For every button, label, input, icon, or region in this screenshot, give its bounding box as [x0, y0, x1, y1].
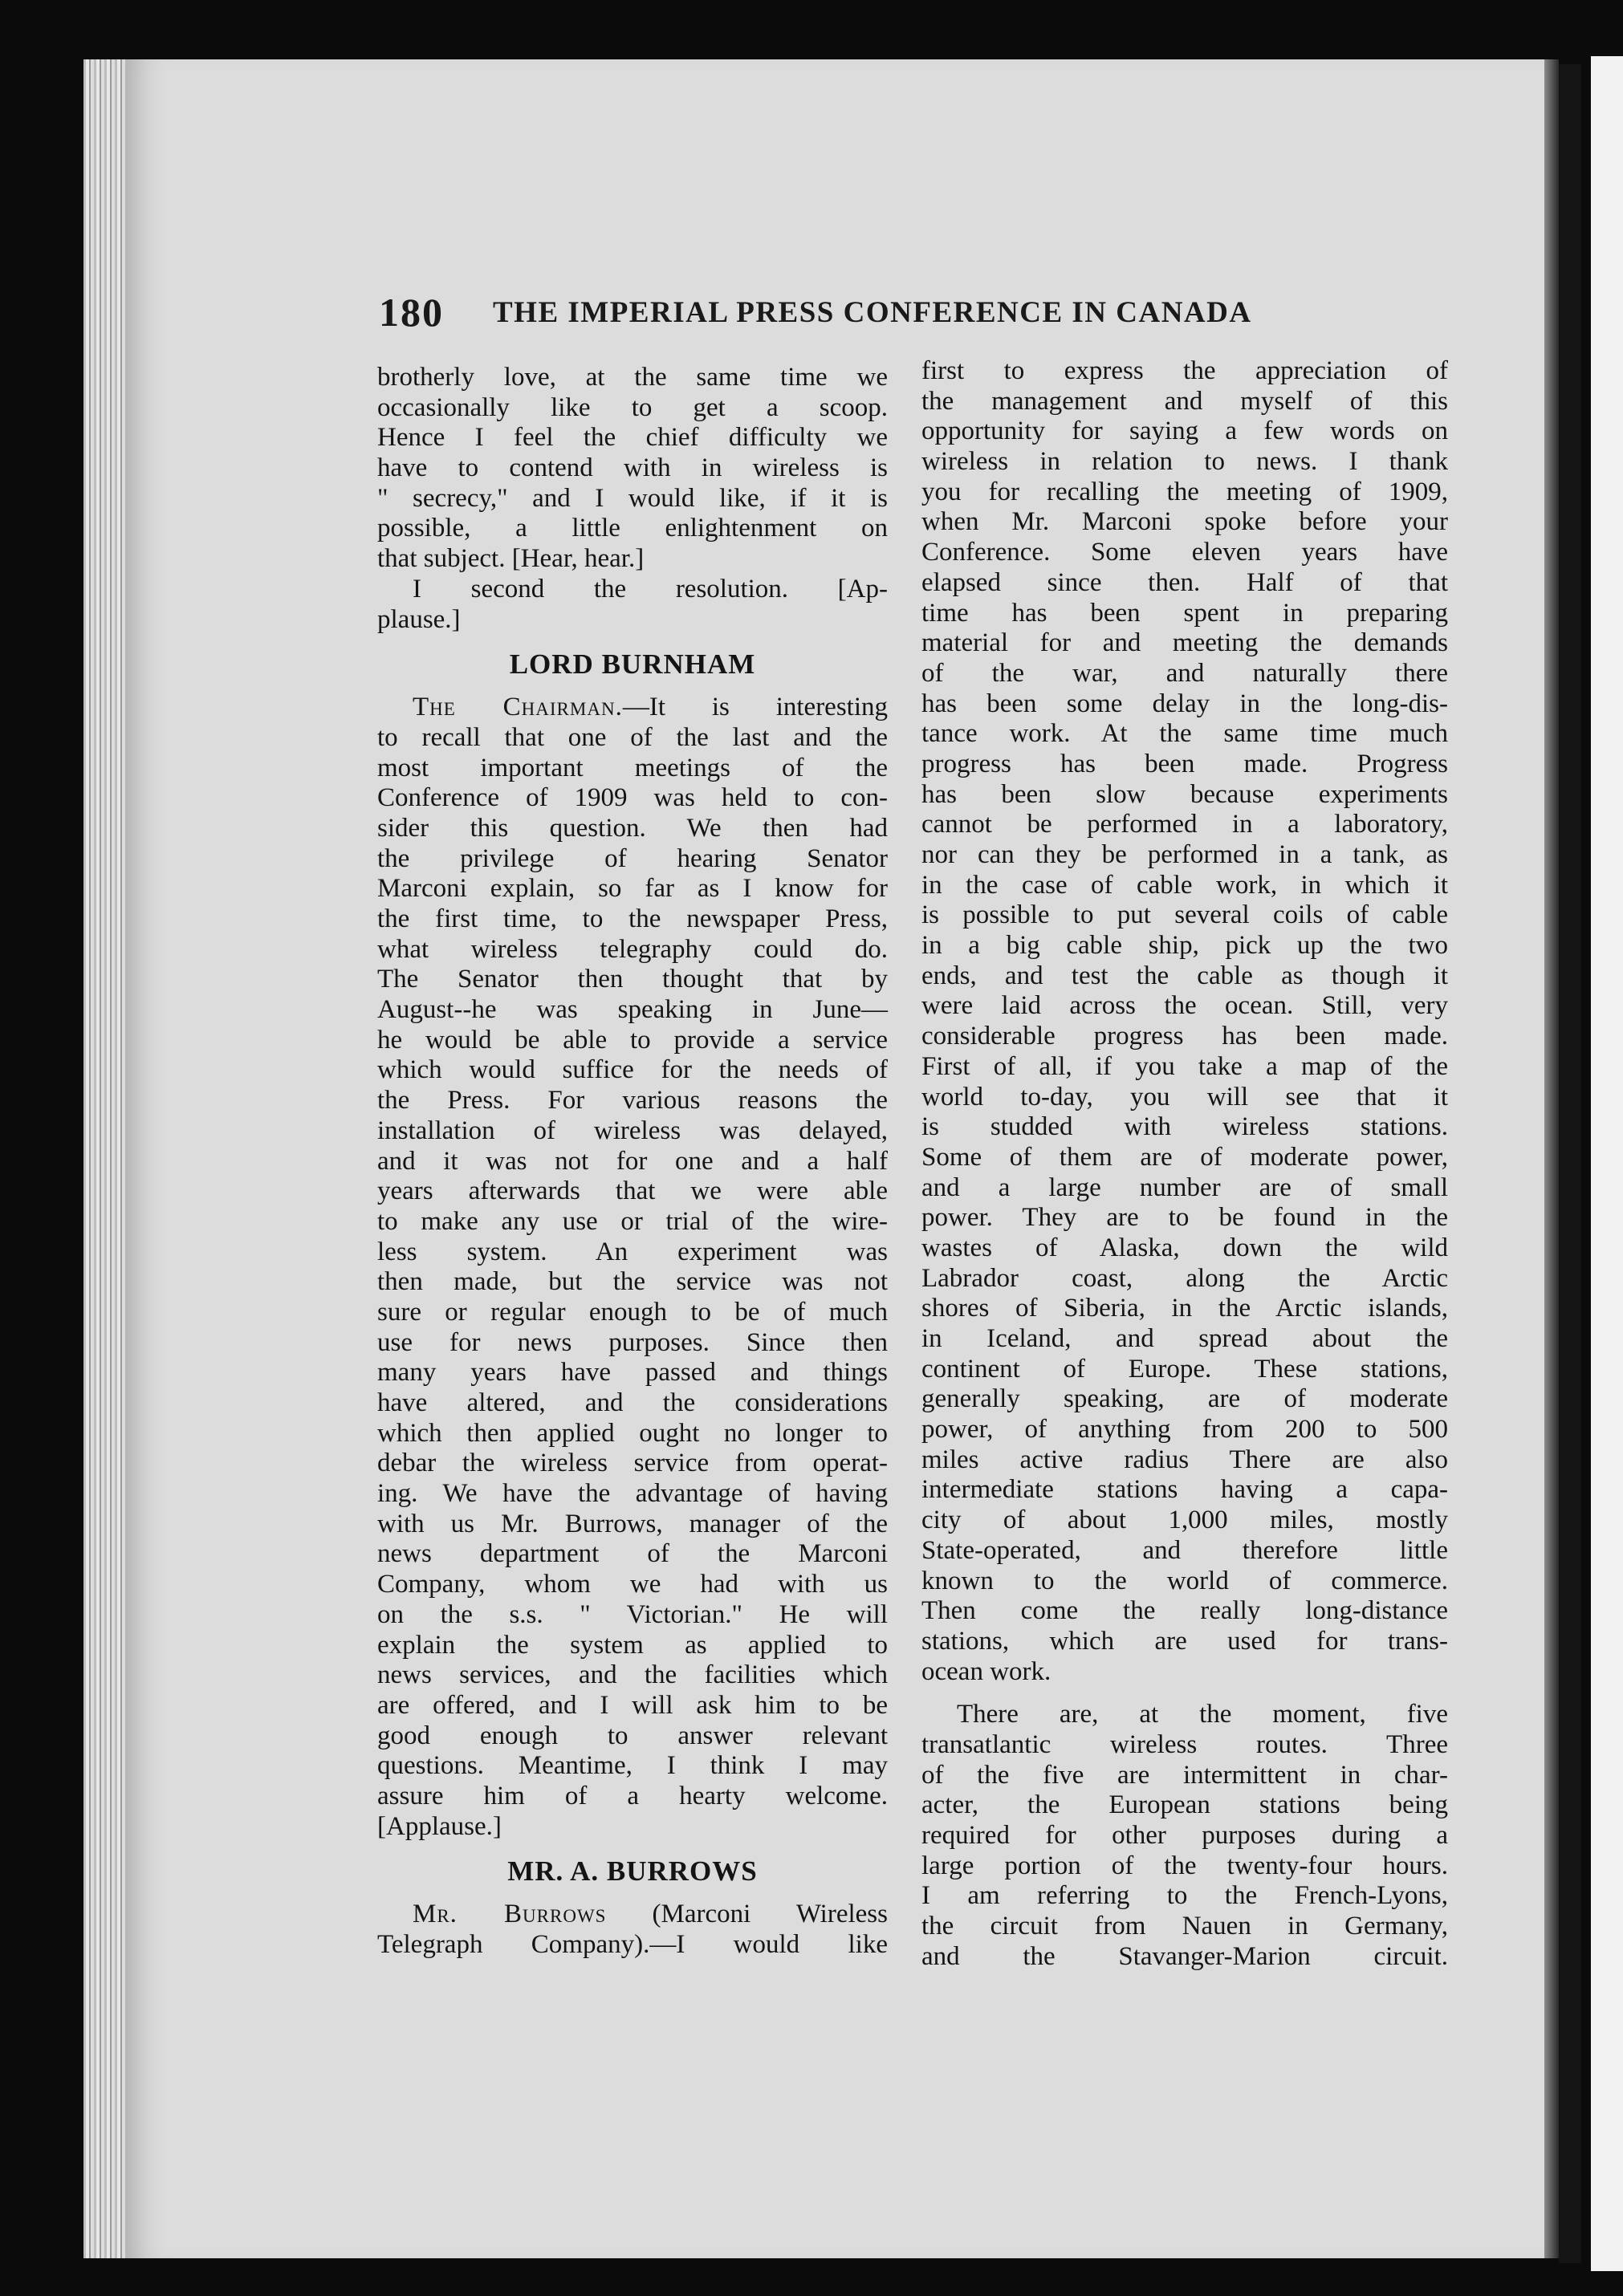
text-line: large portion of the twenty-four hours.: [921, 1851, 1448, 1880]
text-line: stations, which are used for trans-: [921, 1626, 1448, 1656]
speaker-burrows: Mr. Burrows: [413, 1900, 607, 1929]
paragraph-gap: [921, 1687, 1448, 1700]
text-run: (Marconi Wireless: [606, 1900, 888, 1929]
text-line: [377, 693, 888, 723]
text-line: shores of Siberia, in the Arctic islands,: [921, 1294, 1448, 1323]
text-line: assure him of a hearty welcome.: [377, 1781, 888, 1810]
text-line: cannot be performed in a laboratory,: [921, 810, 1448, 839]
paragraph-progress: [921, 356, 1448, 1687]
text-line: time has been spent in preparing: [921, 598, 1448, 628]
heading-mr-burrows: MR. A. BURROWS: [507, 1855, 758, 1888]
text-line: Then come the really long-distance: [921, 1596, 1448, 1626]
text-line: " secrecy," and I would like, if it is: [377, 483, 888, 513]
paragraph-burrows: [377, 1900, 888, 1960]
text-line: were laid across the ocean. Still, very: [921, 991, 1448, 1021]
text-line: [Applause.]: [377, 1811, 502, 1841]
text-line: when Mr. Marconi spoke before your: [921, 507, 1448, 537]
paragraph-chairman: [377, 693, 888, 1842]
text-line: is studded with wireless stations.: [921, 1112, 1448, 1142]
text-line: of the war, and naturally there: [921, 658, 1448, 688]
text-line: miles active radius There are also: [921, 1445, 1448, 1474]
text-line: many years have passed and things: [377, 1358, 888, 1388]
left-column: [377, 363, 888, 1961]
text-line: what wireless telegraphy could do.: [377, 934, 888, 964]
text-line: are offered, and I will ask him to be: [377, 1690, 888, 1720]
text-line: Conference of 1909 was held to con-: [377, 783, 888, 813]
facing-page-edge: [1591, 56, 1623, 2271]
text-line: the first time, to the newspaper Press,: [377, 904, 888, 933]
text-line: considerable progress has been made.: [921, 1022, 1448, 1051]
text-line: the Press. For various reasons the: [377, 1086, 888, 1115]
text-line: to make any use or trial of the wire-: [377, 1206, 888, 1236]
heading-lord-burnham: LORD BURNHAM: [509, 648, 756, 681]
paragraph-second: [377, 575, 888, 635]
text-line: material for and meeting the demands: [921, 628, 1448, 658]
text-line: progress has been made. Progress: [921, 749, 1448, 778]
text-line: city of about 1,000 miles, mostly: [921, 1506, 1448, 1535]
text-line: is possible to put several coils of cable: [921, 900, 1448, 930]
text-line: in a big cable ship, pick up the two: [921, 931, 1448, 961]
text-line: to recall that one of the last and the: [377, 722, 888, 752]
text-line: most important meetings of the: [377, 753, 888, 782]
text-line: ing. We have the advantage of having: [377, 1479, 888, 1509]
text-line: ends, and test the cable as though it: [921, 961, 1448, 990]
text-line: less system. An experiment was: [377, 1237, 888, 1266]
text-line: of the five are intermittent in char-: [921, 1760, 1448, 1790]
running-title: THE IMPERIAL PRESS CONFERENCE IN CANADA: [493, 296, 1252, 329]
text-line: Conference. Some eleven years have: [921, 538, 1448, 567]
text-line: opportunity for saying a few words on: [921, 417, 1448, 446]
text-line: and a large number are of small: [921, 1172, 1448, 1202]
text-line: Marconi explain, so far as I know for: [377, 874, 888, 904]
text-line: and it was not for one and a half: [377, 1146, 888, 1176]
text-line: have to contend with in wireless is: [377, 453, 888, 483]
text-line: news department of the Marconi: [377, 1539, 888, 1569]
text-line: debar the wireless service from operat-: [377, 1449, 888, 1478]
text-line: generally speaking, are of moderate: [921, 1384, 1448, 1414]
text-line: wastes of Alaska, down the wild: [921, 1233, 1448, 1262]
text-line: which then applied ought no longer to: [377, 1418, 888, 1448]
text-line: questions. Meantime, I think I may: [377, 1751, 888, 1781]
text-line: First of all, if you take a map of the: [921, 1051, 1448, 1081]
text-line: Labrador coast, along the Arctic: [921, 1263, 1448, 1293]
text-line: Company, whom we had with us: [377, 1570, 888, 1599]
text-line: good enough to answer relevant: [377, 1721, 888, 1750]
text-line: acter, the European stations being: [921, 1790, 1448, 1820]
text-line: in the case of cable work, in which it: [921, 870, 1448, 900]
text-line: brotherly love, at the same time we: [377, 363, 888, 392]
text-line: Hence I feel the chief difficulty we: [377, 423, 888, 453]
text-line: you for recalling the meeting of 1909,: [921, 477, 1448, 506]
page-stack-edge: [83, 59, 128, 2258]
text-line: [377, 1900, 888, 1930]
gutter-bar: [1559, 64, 1581, 2263]
paragraph-transatlantic: [921, 1700, 1448, 1972]
text-line: Some of them are of moderate power,: [921, 1142, 1448, 1172]
gutter-shadow: [1544, 59, 1559, 2258]
text-line: known to the world of commerce.: [921, 1566, 1448, 1595]
text-line: The Senator then thought that by: [377, 965, 888, 994]
text-line: continent of Europe. These stations,: [921, 1354, 1448, 1384]
running-head: [379, 289, 1318, 334]
text-line: State-operated, and therefore little: [921, 1535, 1448, 1565]
text-run: —It is interesting: [622, 693, 889, 722]
text-line: August--he was speaking in June—: [377, 995, 888, 1025]
text-line: then made, but the service was not: [377, 1267, 888, 1297]
text-line: nor can they be performed in a tank, as: [921, 840, 1448, 869]
text-line: tance work. At the same time much: [921, 719, 1448, 749]
text-line: have altered, and the considerations: [377, 1388, 888, 1417]
text-line: on the s.s. " Victorian." He will: [377, 1599, 888, 1629]
text-line: has been slow because experiments: [921, 779, 1448, 809]
text-line: has been some delay in the long-dis-: [921, 689, 1448, 718]
text-line: I am referring to the French-Lyons,: [921, 1881, 1448, 1911]
text-line: that subject. [Hear, hear.]: [377, 544, 645, 574]
speaker-chairman: The Chairman.: [413, 693, 623, 722]
text-line: elapsed since then. Half of that: [921, 567, 1448, 597]
text-line: with us Mr. Burrows, manager of the: [377, 1509, 888, 1538]
text-line: first to express the appreciation of: [921, 356, 1448, 385]
right-column: [921, 356, 1448, 1972]
text-line: required for other purposes during a: [921, 1821, 1448, 1850]
text-line: in Iceland, and spread about the: [921, 1324, 1448, 1353]
text-line: the circuit from Nauen in Germany,: [921, 1912, 1448, 1941]
text-line: use for news purposes. Since then: [377, 1327, 888, 1357]
text-line: sider this question. We then had: [377, 813, 888, 843]
text-line: occasionally like to get a scoop.: [377, 392, 888, 422]
text-line: he would be able to provide a service: [377, 1025, 888, 1055]
text-line: installation of wireless was delayed,: [377, 1115, 888, 1145]
page-number: 180: [379, 290, 444, 335]
text-line: I second the resolution. [Ap-: [413, 574, 888, 603]
text-line: sure or regular enough to be of much: [377, 1297, 888, 1327]
text-line: plause.]: [377, 604, 461, 634]
text-line: years afterwards that we were able: [377, 1176, 888, 1206]
text-line: power. They are to be found in the: [921, 1203, 1448, 1233]
text-line: news services, and the facilities which: [377, 1660, 888, 1690]
text-line: power, of anything from 200 to 500: [921, 1415, 1448, 1445]
text-line: the privilege of hearing Senator: [377, 843, 888, 873]
paragraph-secrecy: [377, 363, 888, 575]
text-line: the management and myself of this: [921, 386, 1448, 416]
text-line: possible, a little enlightenment on: [377, 514, 888, 543]
text-line: wireless in relation to news. I thank: [921, 447, 1448, 477]
text-line: and the Stavanger-Marion circuit.: [921, 1941, 1448, 1971]
text-line: transatlantic wireless routes. Three: [921, 1729, 1448, 1759]
text-line: intermediate stations having a capa-: [921, 1475, 1448, 1505]
text-line: Telegraph Company).—I would like: [377, 1930, 888, 1959]
text-line: explain the system as applied to: [377, 1630, 888, 1660]
text-line: which would suffice for the needs of: [377, 1055, 888, 1085]
text-line: ocean work.: [921, 1656, 1051, 1686]
text-line: world to-day, you will see that it: [921, 1082, 1448, 1111]
text-line: There are, at the moment, five: [957, 1700, 1448, 1729]
